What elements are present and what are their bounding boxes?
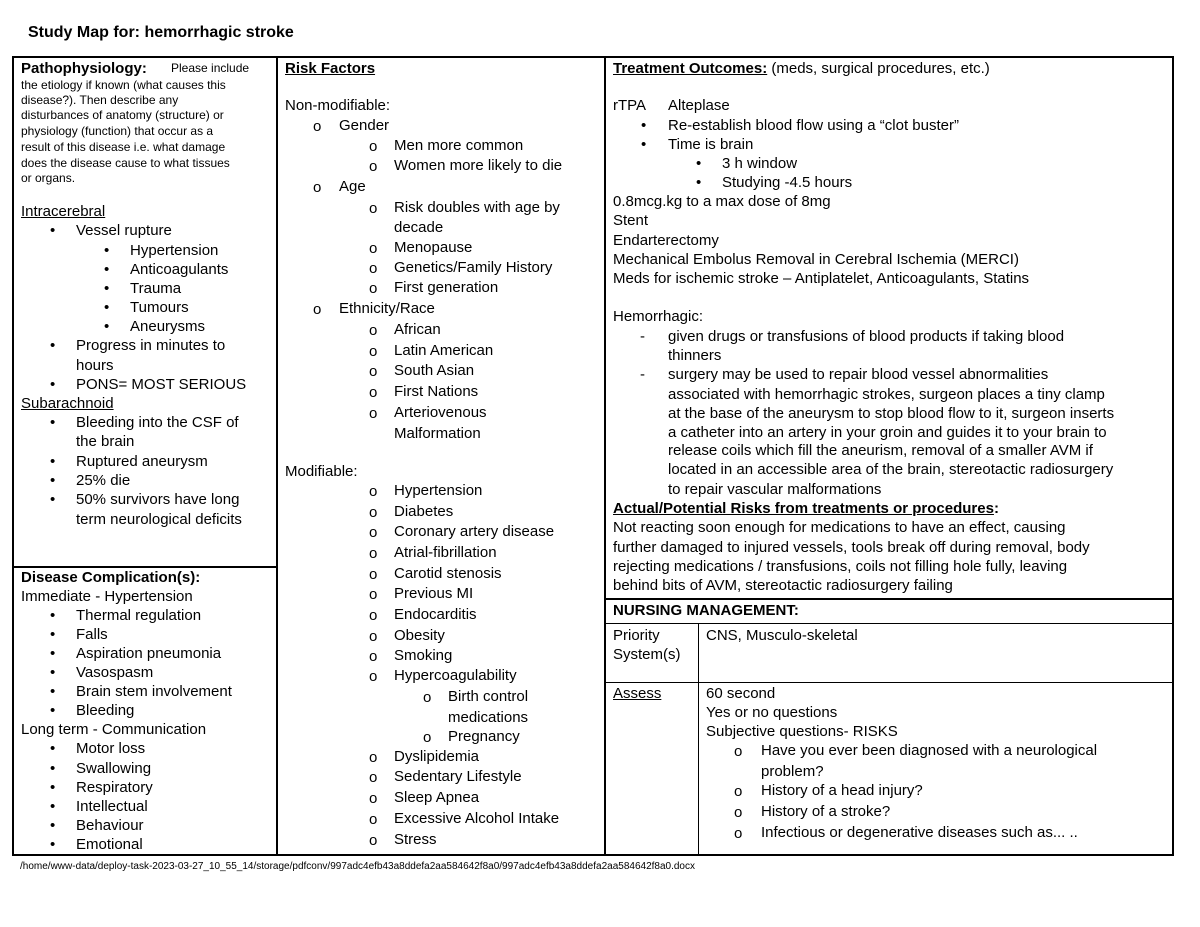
circle-glyph: o	[369, 811, 378, 828]
circle-glyph: o	[734, 825, 743, 842]
list-item: Hypertension	[394, 482, 483, 499]
list-item: Sedentary Lifestyle	[394, 768, 522, 785]
list-item: Atrial-fibrillation	[394, 544, 497, 561]
risk-heading: Risk Factors	[285, 60, 376, 77]
list-item: First Nations	[394, 383, 479, 400]
list-item: History of a head injury?	[761, 782, 923, 799]
list-item: PONS= MOST SERIOUS	[76, 376, 247, 393]
circle-glyph: o	[313, 118, 322, 135]
list-item: Previous MI	[394, 585, 474, 602]
circle-glyph: o	[369, 138, 378, 155]
circle-glyph: o	[369, 322, 378, 339]
list-item: term neurological deficits	[76, 511, 242, 528]
list-item: Women more likely to die	[394, 157, 563, 174]
subarachnoid-heading: Subarachnoid	[21, 395, 114, 412]
list-item: Ruptured aneurysm	[76, 453, 208, 470]
list-item: Birth control	[448, 688, 529, 705]
list-item: Vasospasm	[76, 664, 154, 681]
treatment-heading-line	[613, 59, 990, 78]
patho-instructions: result of this disease i.e. what damage	[21, 140, 226, 154]
circle-glyph: o	[369, 343, 378, 360]
bullet-glyph: •	[50, 222, 56, 239]
list-item: associated with hemorrhagic strokes, surgeon places a tiny clamp	[668, 386, 1105, 403]
list-item: 50% survivors have long	[76, 491, 240, 508]
treatment-line: Meds for ischemic stroke – Antiplatelet, Anticoagulants, Statins	[613, 270, 1030, 287]
list-item: Latin American	[394, 342, 494, 359]
list-item: History of a stroke?	[761, 803, 891, 820]
list-item: Bleeding into the CSF of	[76, 414, 239, 431]
list-item: Diabetes	[394, 503, 454, 520]
list-item: given drugs or transfusions of blood products if taking blood	[668, 328, 1065, 345]
immediate-label: Immediate - Hypertension	[21, 588, 193, 605]
bullet-glyph: •	[104, 299, 110, 316]
patho-instructions: does the disease cause to what tissues	[21, 156, 230, 170]
circle-glyph: o	[369, 586, 378, 603]
list-item: to repair vascular malformations	[668, 481, 882, 498]
list-item: Anticoagulants	[130, 261, 229, 278]
list-item: Stress	[394, 831, 437, 848]
alteplase-label: Alteplase	[668, 97, 730, 114]
circle-glyph: o	[734, 743, 743, 760]
bullet-glyph: •	[641, 136, 647, 153]
list-item: Sleep Apnea	[394, 789, 480, 806]
bullet-glyph: •	[104, 318, 110, 335]
risks-heading-line	[613, 499, 999, 518]
risks-line: further damaged to injured vessels, tools break off during removal, body	[613, 539, 1090, 556]
list-item: Ethnicity/Race	[339, 300, 435, 317]
circle-glyph: o	[313, 179, 322, 196]
list-item: Men more common	[394, 137, 524, 154]
circle-glyph: o	[369, 628, 378, 645]
nonmodifiable-label: Non-modifiable:	[285, 97, 391, 114]
list-item: Trauma	[130, 280, 182, 297]
circle-glyph: o	[369, 280, 378, 297]
list-item: Arteriovenous	[394, 404, 487, 421]
dash-glyph: -	[640, 366, 645, 383]
risks-heading: Actual/Potential Risks from treatments or procedures	[613, 500, 994, 517]
list-item: decade	[394, 219, 444, 236]
list-item: Bleeding	[76, 702, 135, 719]
list-item: Swallowing	[76, 760, 152, 777]
list-item: Intellectual	[76, 798, 148, 815]
rtpa-label: rTPA	[613, 97, 647, 114]
bullet-glyph: •	[50, 817, 56, 834]
bullet-glyph: •	[104, 242, 110, 259]
list-item: Coronary artery disease	[394, 523, 555, 540]
hemorrhagic-label: Hemorrhagic:	[613, 308, 704, 325]
bullet-glyph: •	[50, 645, 56, 662]
list-item: Brain stem involvement	[76, 683, 232, 700]
bullet-glyph: •	[50, 836, 56, 853]
circle-glyph: o	[369, 158, 378, 175]
circle-glyph: o	[369, 607, 378, 624]
patho-instructions: physiology (function) that occur as a	[21, 124, 214, 138]
circle-glyph: o	[369, 240, 378, 257]
list-item: Hypercoagulability	[394, 667, 517, 684]
list-item: Time is brain	[668, 136, 754, 153]
circle-glyph: o	[369, 200, 378, 217]
risks-heading-colon: :	[993, 500, 999, 517]
priority-label: System(s)	[613, 646, 681, 663]
bullet-glyph: •	[50, 626, 56, 643]
circle-glyph: o	[313, 301, 322, 318]
modifiable-label: Modifiable:	[285, 463, 358, 480]
list-item: South Asian	[394, 362, 475, 379]
bullet-glyph: •	[50, 337, 56, 354]
circle-glyph: o	[423, 729, 432, 746]
circle-glyph: o	[369, 769, 378, 786]
risks-line: behind bits of AVM, stereotactic radiosurgery failing	[613, 577, 953, 594]
list-item: Thermal regulation	[76, 607, 202, 624]
complications-heading: Disease Complication(s):	[21, 569, 201, 586]
circle-glyph: o	[369, 648, 378, 665]
treatment-line: Mechanical Embolus Removal in Cerebral Ischemia (MERCI)	[613, 251, 1019, 268]
list-item: Have you ever been diagnosed with a neurological	[761, 742, 1098, 759]
bullet-glyph: •	[104, 280, 110, 297]
priority-row-divider	[604, 682, 1174, 683]
bullet-glyph: •	[50, 414, 56, 431]
bullet-glyph: •	[50, 491, 56, 508]
patho-heading: Pathophysiology:	[21, 60, 147, 77]
circle-glyph: o	[369, 260, 378, 277]
circle-glyph: o	[369, 790, 378, 807]
list-item: Tumours	[130, 299, 189, 316]
priority-systems: CNS, Musculo-skeletal	[706, 627, 858, 644]
circle-glyph: o	[369, 363, 378, 380]
circle-glyph: o	[734, 804, 743, 821]
treatment-line: 0.8mcg.kg to a max dose of 8mg	[613, 193, 831, 210]
assess-label: Assess	[613, 685, 662, 702]
bullet-glyph: •	[50, 453, 56, 470]
priority-label: Priority	[613, 627, 660, 644]
list-item: Genetics/Family History	[394, 259, 553, 276]
circle-glyph: o	[369, 545, 378, 562]
risks-line: rejecting medications / transfusions, coils not filling hole fully, leaving	[613, 558, 1068, 575]
list-item: Dyslipidemia	[394, 748, 480, 765]
list-item: Endocarditis	[394, 606, 477, 623]
bullet-glyph: •	[50, 760, 56, 777]
list-item: Obesity	[394, 627, 445, 644]
list-item: problem?	[761, 763, 824, 780]
bullet-glyph: •	[50, 798, 56, 815]
list-item: at the base of the aneurysm to stop blood flow to it, surgeon inserts	[668, 405, 1115, 422]
list-item: hours	[76, 357, 114, 374]
list-item: Emotional	[76, 836, 143, 853]
bullet-glyph: •	[696, 174, 702, 191]
circle-glyph: o	[369, 668, 378, 685]
circle-glyph: o	[369, 749, 378, 766]
list-item: Motor loss	[76, 740, 146, 757]
list-item: Studying -4.5 hours	[722, 174, 853, 191]
list-item: release coils which fill the aneurism, removal of a smaller AVM if	[668, 442, 1093, 459]
patho-instructions: the etiology if known (what causes this	[21, 78, 226, 92]
list-item: Re-establish blood flow using a “clot buster”	[668, 117, 959, 134]
patho-instructions: Please include	[171, 61, 250, 75]
list-item: medications	[448, 709, 529, 726]
list-item: Malformation	[394, 425, 481, 442]
bullet-glyph: •	[50, 740, 56, 757]
patho-instructions: or organs.	[21, 171, 76, 185]
patho-instructions: disturbances of anatomy (structure) or	[21, 108, 224, 122]
risks-line: Not reacting soon enough for medications to have an effect, causing	[613, 519, 1066, 536]
list-item: 3 h window	[722, 155, 798, 172]
treatment-heading: Treatment Outcomes:	[613, 60, 768, 77]
bullet-glyph: •	[104, 261, 110, 278]
patho-instructions: disease?). Then describe any	[21, 93, 179, 107]
bullet-glyph: •	[50, 376, 56, 393]
list-item: Menopause	[394, 239, 473, 256]
list-item: 25% die	[76, 472, 131, 489]
circle-glyph: o	[369, 524, 378, 541]
assess-line: Subjective questions- RISKS	[706, 723, 898, 740]
nursing-column-divider	[698, 624, 699, 856]
list-item: First generation	[394, 279, 499, 296]
treatment-line: Stent	[613, 212, 649, 229]
file-path-footer: /home/www-data/deploy-task-2023-03-27_10_55_14/storage/pdfconv/997adc4efb43a8ddefa2aa584642f8a0/997adc4efb43a8ddefa2aa584642f8a0.docx	[20, 861, 695, 872]
list-item: Aneurysms	[130, 318, 206, 335]
bullet-glyph: •	[50, 683, 56, 700]
risk-factors-box	[276, 56, 606, 856]
list-item: African	[394, 321, 441, 338]
longterm-label: Long term - Communication	[21, 721, 207, 738]
treatment-line: Endarterectomy	[613, 232, 719, 249]
list-item: Vessel rupture	[76, 222, 172, 239]
list-item: Aspiration pneumonia	[76, 645, 222, 662]
circle-glyph: o	[369, 832, 378, 849]
circle-glyph: o	[369, 483, 378, 500]
list-item: Smoking	[394, 647, 453, 664]
bullet-glyph: •	[641, 117, 647, 134]
list-item: a catheter into an artery in your groin and guides it to your brain to	[668, 424, 1107, 441]
list-item: surgery may be used to repair blood vessel abnormalities	[668, 366, 1049, 383]
intracerebral-heading: Intracerebral	[21, 203, 106, 220]
circle-glyph: o	[423, 689, 432, 706]
list-item: Respiratory	[76, 779, 153, 796]
list-item: the brain	[76, 433, 135, 450]
list-item: Progress in minutes to	[76, 337, 226, 354]
circle-glyph: o	[369, 504, 378, 521]
list-item: Risk doubles with age by	[394, 199, 560, 216]
bullet-glyph: •	[50, 664, 56, 681]
assess-line: Yes or no questions	[706, 704, 838, 721]
bullet-glyph: •	[50, 702, 56, 719]
bullet-glyph: •	[50, 607, 56, 624]
list-item: Excessive Alcohol Intake	[394, 810, 560, 827]
assess-line: 60 second	[706, 685, 776, 702]
list-item: Age	[339, 178, 366, 195]
list-item: Gender	[339, 117, 390, 134]
circle-glyph: o	[369, 566, 378, 583]
dash-glyph: -	[640, 328, 645, 345]
treatment-subheading: (meds, surgical procedures, etc.)	[767, 60, 990, 77]
list-item: Carotid stenosis	[394, 565, 502, 582]
list-item: Hypertension	[130, 242, 219, 259]
list-item: Behaviour	[76, 817, 144, 834]
bullet-glyph: •	[696, 155, 702, 172]
circle-glyph: o	[369, 405, 378, 422]
list-item: thinners	[668, 347, 722, 364]
circle-glyph: o	[734, 783, 743, 800]
bullet-glyph: •	[50, 472, 56, 489]
bullet-glyph: •	[50, 779, 56, 796]
list-item: located in an accessible area of the brain, stereotactic radiosurgery	[668, 461, 1114, 478]
nursing-heading: NURSING MANAGEMENT:	[613, 602, 799, 619]
circle-glyph: o	[369, 384, 378, 401]
list-item: Falls	[76, 626, 108, 643]
list-item: Pregnancy	[448, 728, 520, 745]
list-item: Infectious or degenerative diseases such as... ..	[761, 824, 1078, 841]
document-title: Study Map for: hemorrhagic stroke	[28, 24, 294, 41]
nursing-header-divider	[604, 623, 1174, 624]
